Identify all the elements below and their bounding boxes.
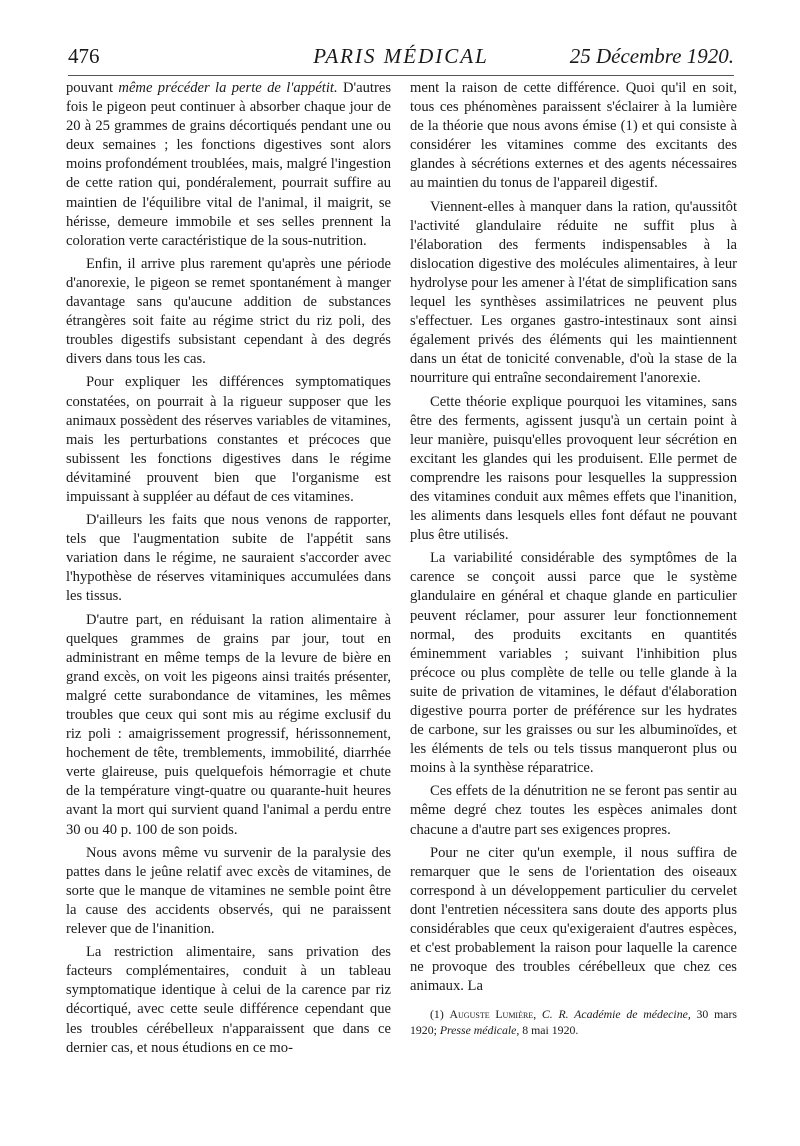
paragraph: D'autre part, en réduisant la ration alimentaire à quelques grammes de grains par jour, tout en administrant en même temps de la levure de bière en grand excès, on voit les pigeons ainsi traités présenter, malgré cette surabondance de vitamines, les mêmes troubles que ceux qui sont mis au régime exclusif du riz poli : amaigrissement progressif, hérissonnement, hochement de tête, tremblements, immobilité, diarrhée verte glaireuse, puis quelquefois hémorragie et chute de la température vingt-quatre ou quarante-huit heures avant la mort qui survient quand l'animal a perdu entre 30 ou 40 p. 100 de son poids. bbox=[66, 611, 391, 838]
header-rule bbox=[68, 75, 734, 76]
page-header bbox=[68, 44, 734, 76]
paragraph-start: pouvant bbox=[66, 80, 114, 96]
paragraph: Pour expliquer les différences symptomatiques constatées, on pourrait à la rigueur supposer que les animaux possèdent des réserves variables de vitamines, mais les perturbations constantes et précoces que subissent les fonctions digestives dans le régime dévitaminé prouvent bien que l'organisme est impuissant à suppléer au défaut de ces vitamines. bbox=[66, 374, 391, 505]
paragraph: Nous avons même vu survenir de la paralysie des pattes dans le jeûne relatif avec excès de vitamines, de sorte que le manque de vitamines ne semble point être la cause des accidents observés, qui ne paraissent relever que de l'inanition. bbox=[66, 844, 391, 938]
paragraph: Enfin, il arrive plus rarement qu'après une période d'anorexie, le pigeon se remet spontanément à manger davantage sans qu'aucune addition de substances étrangères soit faite au régime strict du riz poli, des troubles digestifs subsistant cependant à des degrés divers dans tous les cas. bbox=[66, 255, 391, 368]
paragraph: Pour ne citer qu'un exemple, il nous suffira de remarquer que le sens de l'orientation des oiseaux correspond à un développement particulier du cervelet dont l'entretien nécessitera sans doute des apports plus considérables que ceux qu'exigeraient d'autres espèces, et c'est probablement la raison pour laquelle la carence ne provoque des troubles cérébelleux que chez ces animaux. La bbox=[410, 844, 737, 995]
page-number: 476 bbox=[68, 44, 100, 68]
footnote-marker: (1) bbox=[430, 1007, 444, 1022]
paragraph: D'ailleurs les faits que nous venons de rapporter, tels que l'augmentation subite de l'appétit sans variation dans le régime, ne sauraient s'accorder avec l'hypothèse de réserves vitaminiques accumulées dans les tissus. bbox=[66, 512, 391, 605]
footnote-author: Auguste Lumière, bbox=[449, 1007, 537, 1022]
footnote-source-2: Presse médicale, bbox=[439, 1023, 520, 1038]
paragraph: Ces effets de la dénutrition ne se feront pas sentir au même degré chez toutes les espèces animales dont chacune a d'autre part ses exigences propres. bbox=[410, 783, 737, 838]
footnote-date-2: 8 mai 1920. bbox=[522, 1023, 579, 1038]
right-column bbox=[410, 79, 737, 1038]
footnote bbox=[410, 1006, 737, 1038]
left-column bbox=[66, 79, 391, 1062]
paragraph: La variabilité considérable des symptômes de la carence se conçoit aussi parce que le système glandulaire en général et chaque glande en particulier peuvent réclamer, pour assurer leur fonctionnement normal, des produits excitants en quantités éminemment variables ; suivant l'inhibition plus précoce ou plus complète de telle ou telle glande à la suite de privation de vitamines, le défaut d'élaboration digestive pourra porter de préférence sur les hydrates de carbone, sur les graisses ou sur les albuminoïdes, et les éléments de tels ou tels tissus manqueront plus ou moins à la synthèse réparatrice. bbox=[410, 550, 737, 777]
paragraph: ment la raison de cette différence. Quoi qu'il en soit, tous ces phénomènes paraissent s'éclairer à la lumière de la théorie que nous avons émise (1) et qui consiste à considérer les vitamines comme des excitants des glandes à sécrétions externes et des agents nécessaires au maintien du tonus de l'appareil digestif. bbox=[410, 80, 737, 192]
journal-title: PARIS MÉDICAL bbox=[313, 44, 489, 68]
footnote-source: C. R. Académie de médecine, bbox=[541, 1007, 691, 1022]
paragraph: Viennent-elles à manquer dans la ration, qu'aussitôt l'activité glandulaire réduite ne suffit plus à l'élaboration des ferments indispensables à la dislocation digestive des molécules alimentaires, à leur hydrolyse pour les amener à l'état de simplification sans lequel les synthèses assimilatrices ne peuvent plus s'effectuer. Les organes gastro-intestinaux sont ainsi également privés des éléments qui les maintiennent dans un état de tonicité convenable, d'où la stase de la nourriture qui entraîne secondairement l'anorexie. bbox=[410, 198, 737, 387]
paragraph bbox=[66, 79, 391, 251]
paragraph-text: D'autres fois le pigeon peut continuer à absorber chaque jour de 20 à 25 grammes de grains décortiqués pendant une ou deux semaines ; les fonctions digestives sont alors moins profondément troublées, mais, malgré l'ingestion de cette ration qui, pondéralement, pourrait suffire au maintien de l'équilibre vital de l'animal, il maigrit, se hérisse, demeure immobile et ses selles prennent la coloration verte caractéristique de la sous-nutrition. bbox=[66, 80, 391, 249]
paragraph: Cette théorie explique pourquoi les vitamines, sans être des ferments, agissent jusqu'à un certain point à leur manière, puisqu'elles provoquent leur sécrétion en excitant les glandes qui les produisent. Elle permet de comprendre les raisons pour lesquelles la suppression des vitamines conduit aux mêmes effets que l'inanition, les aliments dans lesquels elles font défaut ne pouvant plus être utilisés. bbox=[410, 393, 737, 544]
footnote-date: 30 mars 1920; bbox=[410, 1007, 738, 1038]
emphasis-text: même précéder la perte de l'appétit. bbox=[118, 80, 338, 96]
paragraph: La restriction alimentaire, sans privation des facteurs complémentaires, conduit à un tableau symptomatique identique à celui de la carence par riz décortiqué, avec cette seule différence cependant que les troubles cérébelleux n'apparaissent que dans ce dernier cas, et nous étudions en ce mo- bbox=[66, 944, 391, 1056]
issue-date: 25 Décembre 1920. bbox=[569, 44, 734, 68]
